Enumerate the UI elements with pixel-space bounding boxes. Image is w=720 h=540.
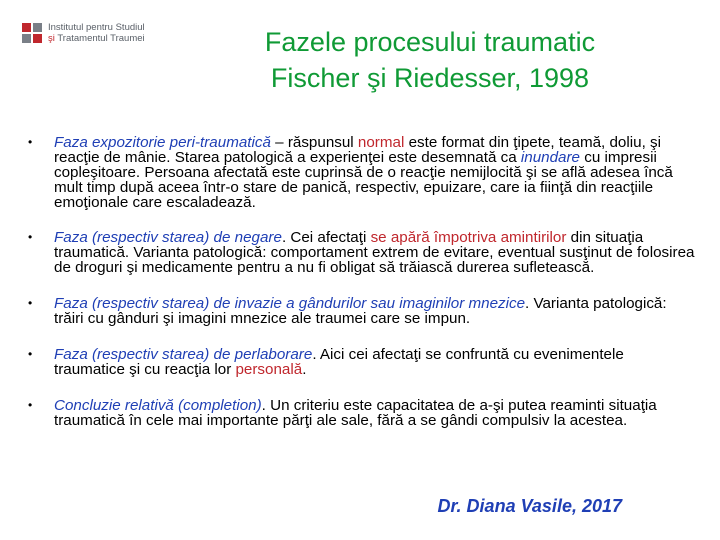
bullet-icon: • [28, 398, 33, 412]
bullet-icon: • [28, 230, 33, 244]
term: Faza (respectiv starea) de negare [54, 229, 282, 246]
text-run: . Cei afectaţi [281, 229, 371, 246]
highlight: se apără împotriva amintirilor [370, 229, 567, 246]
author-signature: Dr. Diana Vasile, 2017 [437, 496, 622, 516]
logo-line-2 [48, 33, 145, 44]
text-run: . Un criteriu este capacitatea de a-şi putea reaminti situaţia traumatică în cele mai importante părţi ale sale, fără a se gândi compulsiv la acestea. [54, 397, 657, 429]
list-item [28, 347, 698, 377]
term: Faza (respectiv starea) de invazie a gândurilor sau imaginilor mnezice [54, 295, 526, 312]
list-item [28, 296, 698, 326]
text-run: . Varianta patologică: trăiri cu gânduri şi imagini mnezice ale traumei care se impun. [54, 295, 667, 327]
term: Faza expozitorie peri-traumatică [54, 134, 271, 151]
title-line-2: Fischer şi Riedesser, 1998 [270, 63, 590, 93]
logo-line-1: Institutul pentru Studiul [48, 22, 145, 33]
text-run: este format din ţipete, teamă, doliu, şi reacţie de mânie. Starea patologică a experienţei este desemnată ca [54, 134, 661, 166]
bullet-icon: • [28, 135, 33, 149]
text-run: . Aici cei afectaţi se confruntă cu evenimentele traumatice şi cu reacţia lor [54, 346, 624, 378]
list-item-text [54, 398, 698, 428]
term: Faza (respectiv starea) de perlaborare [54, 346, 313, 363]
logo-connector: şi [48, 33, 58, 44]
institute-logo [22, 22, 145, 44]
highlight: normal [357, 134, 405, 151]
bullet-list [28, 135, 698, 428]
list-item [28, 398, 698, 428]
list-item-text [54, 296, 698, 326]
slide-title [150, 24, 710, 96]
text-run: – răspunsul [270, 134, 358, 151]
logo-text [48, 22, 145, 44]
text-run: din situaţia traumatică. Varianta patologică: comportament extrem de evitare, eventual susţinut de folosirea de droguri şi medicamente pentru a nu fi obligat să trăiască durerea sufletească. [54, 229, 695, 276]
list-item [28, 230, 698, 275]
list-item-text [54, 230, 698, 275]
text-run: cu impresii copleşitoare. Persoana afectată este cuprinsă de o reacţie nemijlocită şi se află adesea încă mult timp după aceea într-o stare de panică, respectiv, epuizare, care ia fiinţă din reacţiile emoţionale care escaladează. [54, 149, 673, 211]
text-run: . [302, 361, 307, 378]
logo-mark-icon [22, 23, 42, 43]
term: Concluzie relativă (completion) [54, 397, 262, 414]
bullet-icon: • [28, 296, 33, 310]
bullet-icon: • [28, 347, 33, 361]
list-item-text [54, 347, 698, 377]
term: inundare [520, 149, 581, 166]
logo-line-2-rest: Tratamentul Traumei [57, 33, 145, 44]
highlight: personală [235, 361, 303, 378]
list-item-text [54, 135, 698, 210]
list-item [28, 135, 698, 210]
title-line-1: Fazele procesului traumatic [264, 27, 596, 57]
